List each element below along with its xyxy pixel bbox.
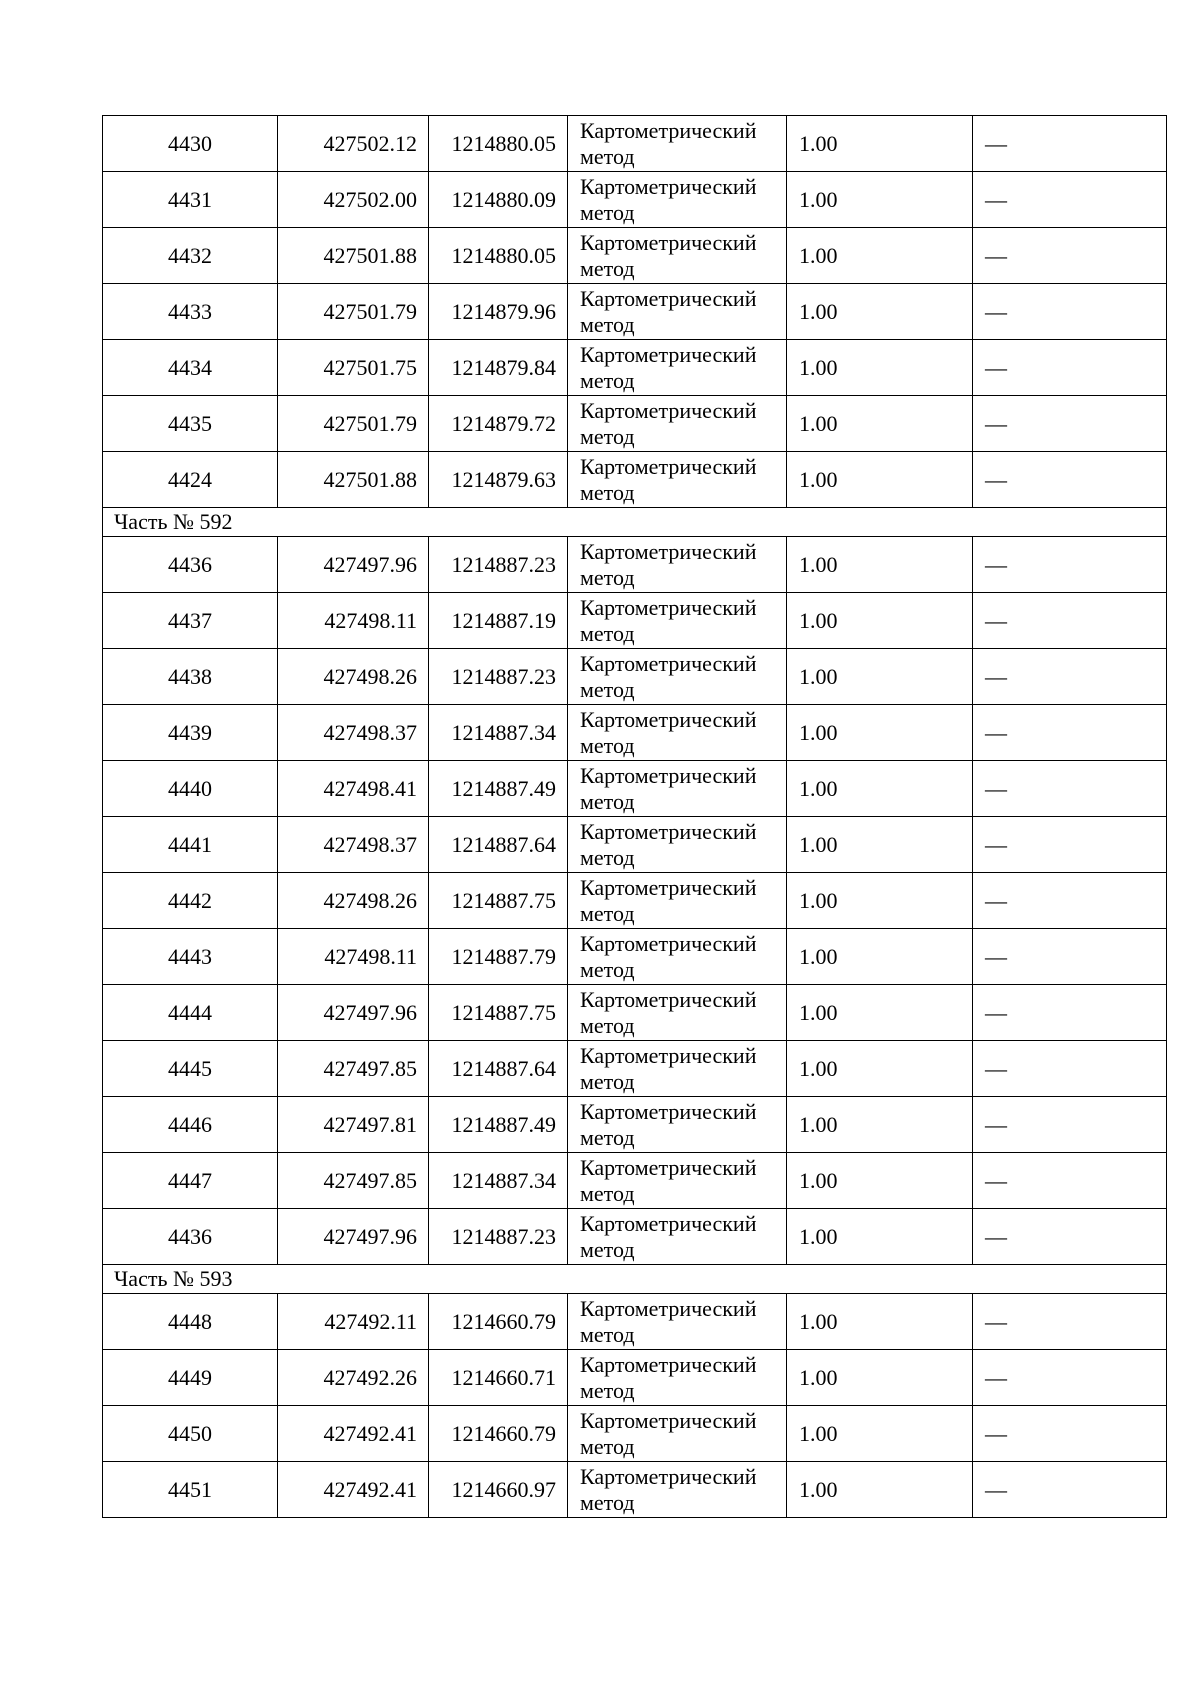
y-coordinate-cell: 1214879.63 [429,452,568,508]
x-coordinate-cell: 427501.88 [278,452,429,508]
y-coordinate-cell: 1214887.23 [429,1209,568,1265]
method-text: Картометрический метод [580,874,757,926]
x-coordinate-cell: 427498.26 [278,649,429,705]
precision-cell: 1.00 [787,172,973,228]
precision-cell: 1.00 [787,228,973,284]
y-coordinate-cell: 1214887.64 [429,1041,568,1097]
precision-cell: 1.00 [787,1041,973,1097]
method-text: Картометрический метод [580,1042,757,1094]
method-cell [568,705,787,761]
point-number-cell: 4437 [103,593,278,649]
point-number-cell: 4446 [103,1097,278,1153]
method-text: Картометрический метод [580,1407,757,1459]
method-text: Картометрический метод [580,818,757,870]
description-cell: — [973,1097,1167,1153]
precision-cell: 1.00 [787,116,973,172]
coordinates-table-body [103,116,1167,1518]
precision-cell: 1.00 [787,705,973,761]
method-cell [568,1097,787,1153]
y-coordinate-cell: 1214660.79 [429,1294,568,1350]
part-label: Часть № 593 [103,1265,1167,1294]
point-number-cell: 4443 [103,929,278,985]
point-number-cell: 4451 [103,1462,278,1518]
method-text: Картометрический метод [580,173,757,225]
x-coordinate-cell: 427498.37 [278,705,429,761]
table-row [103,1041,1167,1097]
table-row [103,1462,1167,1518]
table-row [103,537,1167,593]
method-cell [568,228,787,284]
table-row [103,817,1167,873]
method-text: Картометрический метод [580,650,757,702]
description-cell: — [973,593,1167,649]
method-text: Картометрический метод [580,594,757,646]
y-coordinate-cell: 1214887.34 [429,1153,568,1209]
precision-cell: 1.00 [787,1153,973,1209]
table-row [103,116,1167,172]
y-coordinate-cell: 1214887.49 [429,1097,568,1153]
table-row [103,1406,1167,1462]
precision-cell: 1.00 [787,1406,973,1462]
method-cell [568,1153,787,1209]
method-cell [568,817,787,873]
y-coordinate-cell: 1214887.79 [429,929,568,985]
description-cell: — [973,649,1167,705]
point-number-cell: 4424 [103,452,278,508]
y-coordinate-cell: 1214660.97 [429,1462,568,1518]
y-coordinate-cell: 1214660.79 [429,1406,568,1462]
x-coordinate-cell: 427497.85 [278,1041,429,1097]
method-cell [568,396,787,452]
method-cell [568,537,787,593]
y-coordinate-cell: 1214887.64 [429,817,568,873]
table-row [103,1209,1167,1265]
x-coordinate-cell: 427501.79 [278,284,429,340]
method-text: Картометрический метод [580,285,757,337]
method-text: Картометрический метод [580,1351,757,1403]
y-coordinate-cell: 1214887.75 [429,985,568,1041]
description-cell: — [973,537,1167,593]
table-row [103,761,1167,817]
part-label: Часть № 592 [103,508,1167,537]
precision-cell: 1.00 [787,1350,973,1406]
method-text: Картометрический метод [580,762,757,814]
description-cell: — [973,172,1167,228]
method-cell [568,593,787,649]
x-coordinate-cell: 427492.26 [278,1350,429,1406]
table-row [103,340,1167,396]
point-number-cell: 4440 [103,761,278,817]
method-text: Картометрический метод [580,453,757,505]
point-number-cell: 4436 [103,1209,278,1265]
method-cell [568,172,787,228]
y-coordinate-cell: 1214887.23 [429,649,568,705]
description-cell: — [973,929,1167,985]
precision-cell: 1.00 [787,1209,973,1265]
table-row [103,1294,1167,1350]
precision-cell: 1.00 [787,929,973,985]
precision-cell: 1.00 [787,340,973,396]
method-text: Картометрический метод [580,986,757,1038]
x-coordinate-cell: 427501.79 [278,396,429,452]
method-text: Картометрический метод [580,1098,757,1150]
method-cell [568,452,787,508]
table-row [103,396,1167,452]
table-row [103,228,1167,284]
point-number-cell: 4449 [103,1350,278,1406]
method-cell [568,284,787,340]
table-row [103,873,1167,929]
description-cell: — [973,340,1167,396]
method-cell [568,1462,787,1518]
method-text: Картометрический метод [580,1154,757,1206]
x-coordinate-cell: 427498.11 [278,593,429,649]
point-number-cell: 4430 [103,116,278,172]
description-cell: — [973,1350,1167,1406]
y-coordinate-cell: 1214887.49 [429,761,568,817]
table-row [103,1350,1167,1406]
description-cell: — [973,873,1167,929]
method-cell [568,1209,787,1265]
method-text: Картометрический метод [580,229,757,281]
part-header-row [103,508,1167,537]
table-row [103,649,1167,705]
description-cell: — [973,817,1167,873]
x-coordinate-cell: 427492.41 [278,1406,429,1462]
point-number-cell: 4438 [103,649,278,705]
x-coordinate-cell: 427498.26 [278,873,429,929]
y-coordinate-cell: 1214887.34 [429,705,568,761]
table-row [103,1097,1167,1153]
x-coordinate-cell: 427502.00 [278,172,429,228]
y-coordinate-cell: 1214880.09 [429,172,568,228]
description-cell: — [973,1209,1167,1265]
description-cell: — [973,1462,1167,1518]
description-cell: — [973,452,1167,508]
precision-cell: 1.00 [787,396,973,452]
x-coordinate-cell: 427497.85 [278,1153,429,1209]
description-cell: — [973,985,1167,1041]
precision-cell: 1.00 [787,1097,973,1153]
description-cell: — [973,116,1167,172]
point-number-cell: 4439 [103,705,278,761]
method-text: Картометрический метод [580,930,757,982]
table-row [103,172,1167,228]
description-cell: — [973,1294,1167,1350]
precision-cell: 1.00 [787,593,973,649]
x-coordinate-cell: 427498.37 [278,817,429,873]
x-coordinate-cell: 427497.96 [278,1209,429,1265]
x-coordinate-cell: 427497.81 [278,1097,429,1153]
method-cell [568,649,787,705]
point-number-cell: 4435 [103,396,278,452]
method-text: Картометрический метод [580,1210,757,1262]
precision-cell: 1.00 [787,537,973,593]
x-coordinate-cell: 427492.41 [278,1462,429,1518]
method-cell [568,761,787,817]
y-coordinate-cell: 1214887.23 [429,537,568,593]
coordinates-table [102,115,1167,1518]
x-coordinate-cell: 427501.88 [278,228,429,284]
precision-cell: 1.00 [787,985,973,1041]
method-cell [568,340,787,396]
y-coordinate-cell: 1214887.75 [429,873,568,929]
point-number-cell: 4431 [103,172,278,228]
x-coordinate-cell: 427498.41 [278,761,429,817]
precision-cell: 1.00 [787,452,973,508]
description-cell: — [973,705,1167,761]
method-text: Картометрический метод [580,706,757,758]
table-row [103,929,1167,985]
point-number-cell: 4450 [103,1406,278,1462]
x-coordinate-cell: 427497.96 [278,537,429,593]
method-text: Картометрический метод [580,1295,757,1347]
y-coordinate-cell: 1214880.05 [429,116,568,172]
y-coordinate-cell: 1214660.71 [429,1350,568,1406]
description-cell: — [973,1406,1167,1462]
point-number-cell: 4444 [103,985,278,1041]
description-cell: — [973,1041,1167,1097]
y-coordinate-cell: 1214879.72 [429,396,568,452]
table-row [103,985,1167,1041]
y-coordinate-cell: 1214887.19 [429,593,568,649]
description-cell: — [973,284,1167,340]
method-cell [568,1406,787,1462]
method-text: Картометрический метод [580,341,757,393]
table-row [103,284,1167,340]
point-number-cell: 4442 [103,873,278,929]
point-number-cell: 4447 [103,1153,278,1209]
point-number-cell: 4448 [103,1294,278,1350]
table-row [103,1153,1167,1209]
precision-cell: 1.00 [787,761,973,817]
table-row [103,593,1167,649]
precision-cell: 1.00 [787,873,973,929]
method-text: Картометрический метод [580,117,757,169]
precision-cell: 1.00 [787,649,973,705]
method-cell [568,873,787,929]
description-cell: — [973,228,1167,284]
point-number-cell: 4434 [103,340,278,396]
point-number-cell: 4441 [103,817,278,873]
description-cell: — [973,1153,1167,1209]
method-text: Картометрический метод [580,538,757,590]
description-cell: — [973,396,1167,452]
point-number-cell: 4445 [103,1041,278,1097]
method-cell [568,1294,787,1350]
x-coordinate-cell: 427498.11 [278,929,429,985]
method-cell [568,1041,787,1097]
method-cell [568,985,787,1041]
point-number-cell: 4432 [103,228,278,284]
x-coordinate-cell: 427501.75 [278,340,429,396]
precision-cell: 1.00 [787,1294,973,1350]
method-text: Картометрический метод [580,397,757,449]
method-text: Картометрический метод [580,1463,757,1515]
precision-cell: 1.00 [787,1462,973,1518]
part-header-row [103,1265,1167,1294]
table-row [103,452,1167,508]
x-coordinate-cell: 427502.12 [278,116,429,172]
method-cell [568,116,787,172]
x-coordinate-cell: 427497.96 [278,985,429,1041]
y-coordinate-cell: 1214879.96 [429,284,568,340]
description-cell: — [973,761,1167,817]
precision-cell: 1.00 [787,817,973,873]
method-cell [568,929,787,985]
table-row [103,705,1167,761]
x-coordinate-cell: 427492.11 [278,1294,429,1350]
precision-cell: 1.00 [787,284,973,340]
y-coordinate-cell: 1214880.05 [429,228,568,284]
method-cell [568,1350,787,1406]
point-number-cell: 4436 [103,537,278,593]
y-coordinate-cell: 1214879.84 [429,340,568,396]
point-number-cell: 4433 [103,284,278,340]
